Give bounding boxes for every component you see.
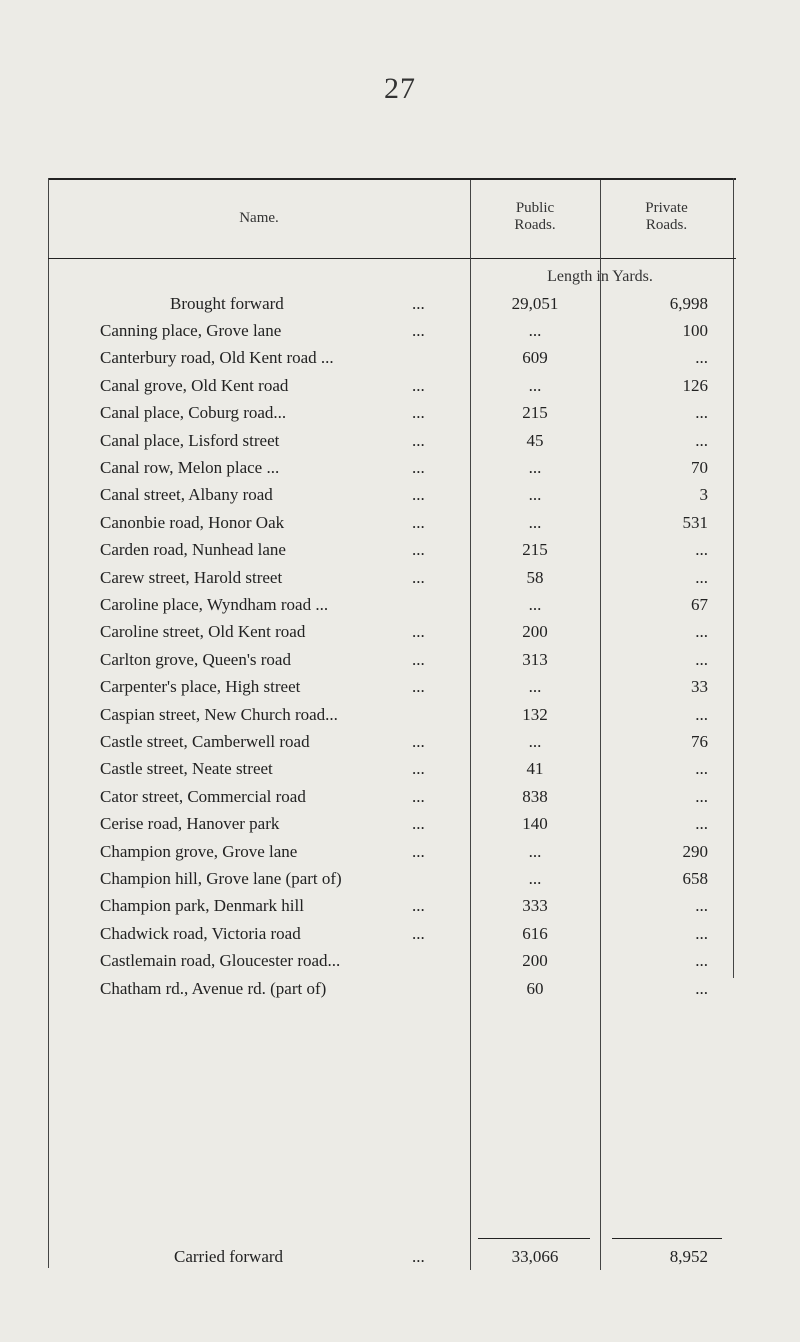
header-public (470, 200, 600, 234)
table-row (0, 372, 800, 399)
row-private-yards: ... (695, 430, 708, 450)
row-public-yards: 140 (522, 814, 548, 834)
row-name: Canning place, Grove lane (100, 321, 282, 340)
row-dots: ... (412, 567, 425, 587)
row-public-yards: ... (528, 321, 542, 340)
row-public-yards: ... (528, 732, 542, 751)
table-row (0, 454, 800, 481)
row-private-yards: 70 (691, 458, 708, 477)
row-dots: ... (412, 540, 425, 560)
row-name: Canal place, Lisford street (100, 430, 280, 450)
row-dots: ... (412, 841, 425, 861)
row-private-yards: 3 (699, 485, 708, 505)
table-row (0, 892, 800, 919)
row-dots: ... (412, 321, 425, 340)
row-dots: ... (412, 759, 425, 779)
carried-forward-dots: ... (412, 1247, 425, 1266)
row-name: Canterbury road, Old Kent road ... (100, 348, 334, 368)
row-name: Cator street, Commercial road (100, 786, 306, 806)
row-public-yards: 215 (522, 540, 548, 560)
row-dots: ... (412, 375, 425, 395)
carried-forward-label: Carried forward (174, 1247, 284, 1266)
header-public-line1: Public (515, 200, 555, 216)
row-private-yards: ... (695, 649, 708, 669)
brought-forward-dots: ... (412, 294, 425, 313)
row-dots: ... (412, 732, 425, 751)
table-row (0, 701, 800, 728)
row-public-yards: ... (528, 841, 542, 861)
header-bottom-rule (48, 258, 736, 259)
row-private-yards: ... (695, 403, 708, 423)
row-name: Canonbie road, Honor Oak (100, 512, 285, 532)
carried-forward-private: 8,952 (669, 1247, 708, 1266)
row-private-yards: ... (695, 951, 708, 971)
table-row (0, 344, 800, 371)
carried-forward-public: 33,066 (511, 1247, 559, 1266)
row-name: Canal grove, Old Kent road (100, 375, 289, 395)
row-public-yards: 313 (522, 649, 548, 669)
row-name: Carew street, Harold street (100, 567, 283, 587)
row-name: Caroline place, Wyndham road ... (100, 595, 329, 614)
header-private-line2: Roads. (645, 217, 688, 233)
row-dots: ... (412, 786, 425, 806)
row-name: Carlton grove, Queen's road (100, 649, 291, 669)
table-row (0, 317, 800, 344)
row-public-yards: 60 (526, 978, 544, 998)
header-public-line2: Roads. (514, 217, 556, 233)
row-name: Champion park, Denmark hill (100, 896, 304, 916)
row-name: Castle street, Camberwell road (100, 732, 310, 751)
table-row (0, 728, 800, 755)
brought-forward-private: 6,998 (669, 294, 708, 313)
row-dots: ... (412, 923, 425, 943)
row-public-yards: 200 (522, 622, 548, 642)
row-name: Castle street, Neate street (100, 759, 273, 779)
total-rule-public (478, 1238, 590, 1239)
row-private-yards: ... (695, 923, 708, 943)
row-public-yards: 200 (522, 951, 548, 971)
row-name: Canal row, Melon place ... (100, 458, 280, 477)
row-name: Castlemain road, Gloucester road... (100, 951, 341, 971)
table-row (0, 618, 800, 645)
brought-forward-public: 29,051 (511, 294, 559, 313)
total-rule-private (612, 1238, 722, 1239)
row-public-yards: 838 (522, 786, 548, 806)
row-public-yards: ... (528, 677, 542, 697)
table-row (0, 810, 800, 837)
row-public-yards: 41 (526, 759, 544, 779)
row-private-yards: 100 (682, 321, 708, 340)
row-name: Carden road, Nunhead lane (100, 540, 286, 560)
row-private-yards: ... (695, 540, 708, 560)
table-row (0, 755, 800, 782)
row-name: Caroline street, Old Kent road (100, 622, 306, 642)
row-public-yards: 609 (522, 348, 548, 368)
table-row (0, 536, 800, 563)
table-row (0, 564, 800, 591)
carried-forward-row (0, 1243, 800, 1270)
row-private-yards: 33 (691, 677, 708, 697)
row-private-yards: ... (695, 896, 708, 916)
row-public-yards: 333 (522, 896, 548, 916)
row-private-yards: ... (695, 786, 708, 806)
row-dots: ... (412, 896, 425, 916)
table-row (0, 783, 800, 810)
table-row (0, 947, 800, 974)
row-private-yards: ... (695, 348, 708, 368)
row-dots: ... (412, 458, 425, 477)
row-dots: ... (412, 512, 425, 532)
row-dots: ... (412, 649, 425, 669)
row-name: Canal place, Coburg road... (100, 403, 287, 423)
table-row (0, 399, 800, 426)
row-public-yards: ... (528, 512, 542, 532)
row-private-yards: 76 (691, 732, 708, 751)
row-public-yards: ... (528, 595, 542, 614)
row-private-yards: 126 (682, 375, 708, 395)
row-name: Champion grove, Grove lane (100, 841, 298, 861)
row-private-yards: 658 (682, 869, 708, 888)
row-private-yards: ... (695, 622, 708, 642)
row-dots: ... (412, 814, 425, 834)
row-public-yards: 215 (522, 403, 548, 423)
table-row (0, 673, 800, 700)
row-public-yards: 132 (522, 704, 548, 724)
row-private-yards: ... (695, 567, 708, 587)
row-name: Carpenter's place, High street (100, 677, 301, 697)
table-row (0, 481, 800, 508)
row-name: Caspian street, New Church road... (100, 704, 338, 724)
row-private-yards: ... (695, 704, 708, 724)
row-name: Canal street, Albany road (100, 485, 273, 505)
page-number: 27 (384, 72, 416, 105)
table-row (0, 838, 800, 865)
row-private-yards: ... (695, 814, 708, 834)
row-dots: ... (412, 622, 425, 642)
row-public-yards: 616 (522, 923, 548, 943)
row-dots: ... (412, 403, 425, 423)
row-dots: ... (412, 485, 425, 505)
row-public-yards: ... (528, 869, 542, 888)
row-public-yards: ... (528, 458, 542, 477)
row-private-yards: ... (695, 978, 708, 998)
table-row (0, 427, 800, 454)
header-name: Name. (239, 210, 279, 226)
brought-forward-row (0, 290, 800, 317)
header-private-line1: Private (645, 200, 688, 216)
table-row (0, 920, 800, 947)
row-name: Chadwick road, Victoria road (100, 923, 301, 943)
row-private-yards: 67 (691, 595, 708, 614)
row-public-yards: 45 (526, 430, 544, 450)
table-row (0, 975, 800, 1002)
row-name: Cerise road, Hanover park (100, 814, 280, 834)
row-dots: ... (412, 430, 425, 450)
row-private-yards: 290 (682, 841, 708, 861)
header-private (600, 200, 733, 234)
units-label: Length in Yards. (547, 268, 653, 285)
row-public-yards: ... (528, 485, 542, 505)
brought-forward-label: Brought forward (170, 294, 284, 313)
table-top-rule (48, 178, 736, 180)
table-row (0, 509, 800, 536)
row-name: Champion hill, Grove lane (part of) (100, 869, 342, 888)
table-row (0, 591, 800, 618)
row-private-yards: ... (695, 759, 708, 779)
row-private-yards: 531 (682, 512, 708, 532)
row-dots: ... (412, 677, 425, 697)
table-row (0, 646, 800, 673)
table-row (0, 865, 800, 892)
row-public-yards: ... (528, 375, 542, 395)
row-public-yards: 58 (526, 567, 544, 587)
row-name: Chatham rd., Avenue rd. (part of) (100, 978, 327, 998)
